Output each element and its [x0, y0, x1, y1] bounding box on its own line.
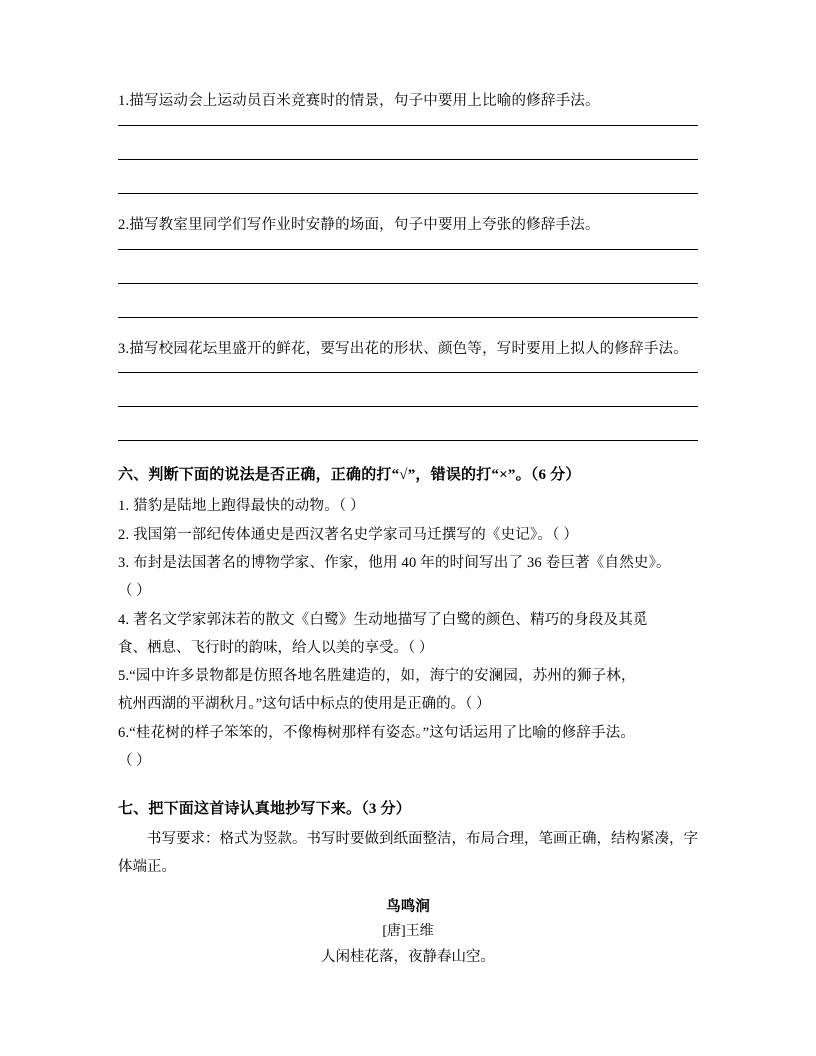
answer-lines-2[interactable] [118, 249, 698, 318]
tf-item-1: 1. 猎豹是陆地上跑得最快的动物。（ ） [118, 498, 365, 515]
question-2: 2.描写教室里同学们写作业时安静的场面，句子中要用上夸张的修辞手法。 [118, 216, 600, 233]
answer-line[interactable] [118, 284, 698, 318]
section-seven-requirement: 书写要求：格式为竖款。书写时要做到纸面整洁，布局合理，笔画正确，结构紧凑，字体端正。 [118, 831, 698, 875]
tf-item-3: 3. 布封是法国著名的博物学家、作家，他用 40 年的时间写出了 36 卷巨著《自然史》。 [118, 554, 671, 571]
answer-lines-3[interactable] [118, 372, 698, 441]
answer-line[interactable] [118, 125, 698, 160]
tf-item-4-cont: 食、栖息、飞行时的韵味，给人以美的享受。（ ） [118, 639, 434, 656]
answer-line[interactable] [118, 407, 698, 441]
tf-item-5: 5.“园中许多景物都是仿照各地名胜建造的，如，海宁的安澜园，苏州的狮子林， [118, 668, 636, 685]
answer-line[interactable] [118, 249, 698, 284]
answer-lines-1[interactable] [118, 125, 698, 194]
tf-item-3-cont: （ ） [118, 583, 151, 600]
poem-line: 人闲桂花落，夜静春山空。 [321, 949, 495, 966]
poem-title: 鸟鸣涧 [386, 899, 430, 916]
tf-item-5-cont: 杭州西湖的平湖秋月。”这句话中标点的使用是正确的。（ ） [118, 696, 491, 713]
section-seven-heading: 七、把下面这首诗认真地抄写下来。（3 分） [118, 801, 411, 818]
answer-line[interactable] [118, 160, 698, 194]
question-1: 1.描写运动会上运动员百米竞赛时的情景，句子中要用上比喻的修辞手法。 [118, 93, 600, 109]
tf-item-6-cont: （ ） [118, 752, 151, 769]
tf-item-6: 6.“桂花树的样子笨笨的，不像梅树那样有姿态。”这句话运用了比喻的修辞手法。 [118, 724, 636, 741]
section-six-heading: 六、判断下面的说法是否正确，正确的打“√”，错误的打“×”。（6 分） [118, 467, 581, 484]
answer-line[interactable] [118, 372, 698, 407]
tf-item-2: 2. 我国第一部纪传体通史是西汉著名史学家司马迁撰写的《史记》。（ ） [118, 526, 579, 543]
question-3: 3.描写校园花坛里盛开的鲜花，要写出花的形状、颜色等，写时要用上拟人的修辞手法。 [118, 340, 688, 357]
poem-author: [唐]王维 [382, 924, 434, 940]
tf-item-4: 4. 著名文学家郭沫若的散文《白鹭》生动地描写了白鹭的颜色、精巧的身段及其觅 [118, 611, 648, 628]
